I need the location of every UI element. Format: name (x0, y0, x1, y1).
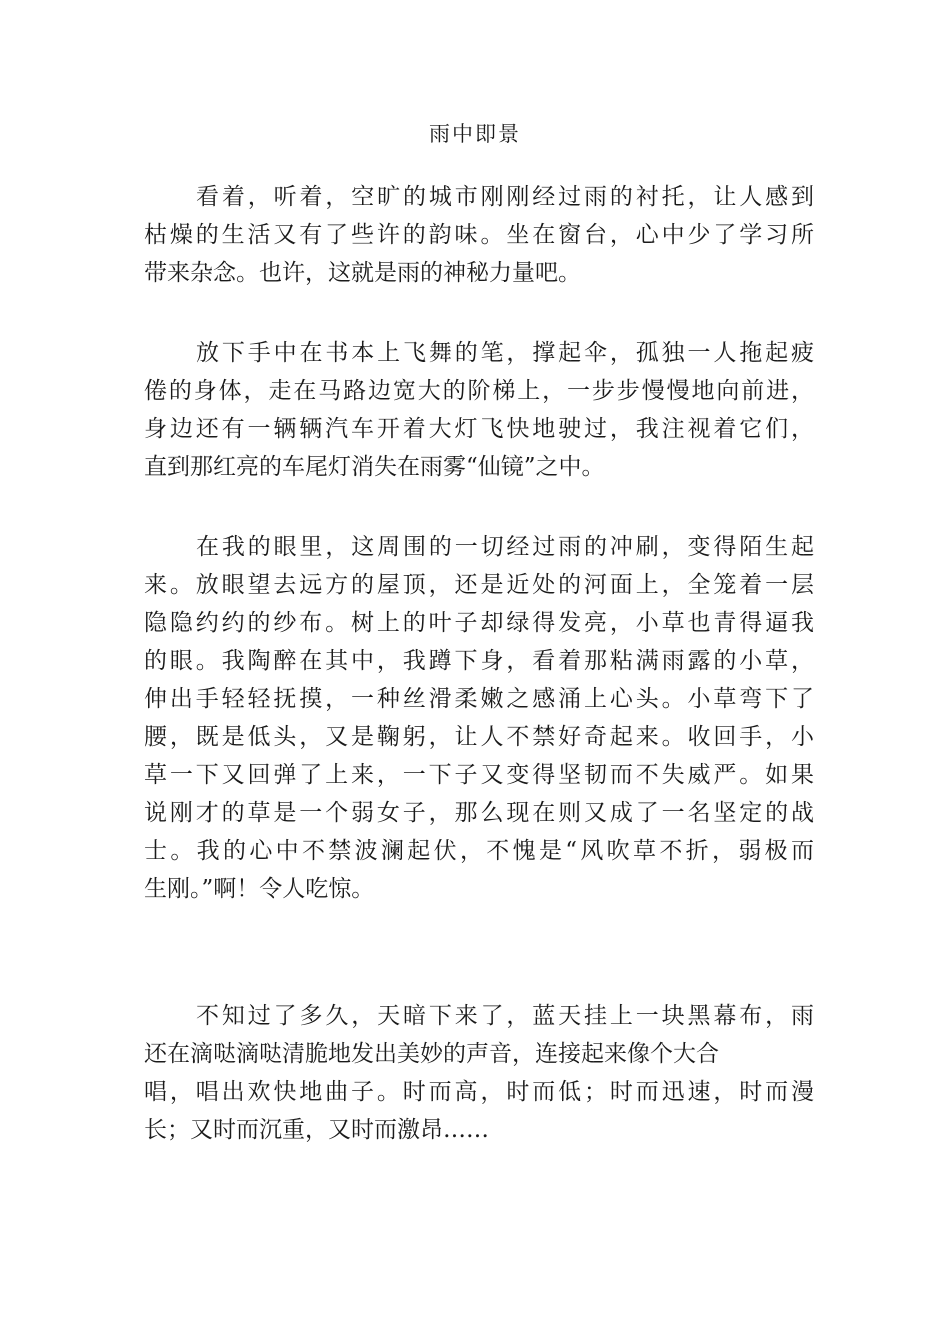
text-line: 说刚才的草是一个弱女子，那么现在则又成了一名坚定的战 (144, 800, 814, 826)
text-line: 唱，唱出欢快地曲子。时而高，时而低；时而迅速，时而漫 (144, 1079, 814, 1105)
text-line: 不知过了多久，天暗下来了，蓝天挂上一块黑幕布，雨 (196, 1003, 814, 1029)
text-line: 士。我的心中不禁波澜起伏，不愧是“风吹草不折，弱极而 (144, 838, 814, 864)
text-line: 的眼。我陶醉在其中，我蹲下身，看着那粘满雨露的小草， (144, 648, 814, 674)
text-line: 来。放眼望去远方的屋顶，还是近处的河面上，全笼着一层 (144, 572, 814, 598)
text-line: 在我的眼里，这周围的一切经过雨的冲刷，变得陌生起 (196, 534, 814, 560)
text-line: 看着，听着，空旷的城市刚刚经过雨的衬托，让人感到 (196, 184, 814, 210)
paragraph-3 (144, 528, 814, 908)
text-line: 直到那红亮的车尾灯消失在雨雾“仙镜”之中。 (144, 454, 605, 480)
paragraph-1 (144, 178, 814, 292)
text-line: 腰，既是低头，又是鞠躬，让人不禁好奇起来。收回手，小 (144, 724, 814, 750)
text-line: 倦的身体，走在马路边宽大的阶梯上，一步步慢慢地向前进， (144, 378, 814, 404)
paragraph-2 (144, 334, 814, 486)
document-title: 雨中即景 (429, 122, 521, 146)
text-line: 身边还有一辆辆汽车开着大灯飞快地驶过，我注视着它们， (144, 416, 814, 442)
text-line: 还在滴哒滴哒清脆地发出美妙的声音，连接起来像个大合 (144, 1041, 719, 1067)
text-line: 枯燥的生活又有了些许的韵味。坐在窗台，心中少了学习所 (144, 222, 814, 248)
text-line: 草一下又回弹了上来，一下子又变得坚韧而不失威严。如果 (144, 762, 814, 788)
text-line: 放下手中在书本上飞舞的笔，撑起伞，孤独一人拖起疲 (196, 340, 814, 366)
text-line: 伸出手轻轻抚摸，一种丝滑柔嫩之感涌上心头。小草弯下了 (144, 686, 814, 712)
text-line: 带来杂念。也许，这就是雨的神秘力量吧。 (144, 260, 581, 286)
paragraph-4 (144, 997, 814, 1149)
text-line: 隐隐约约的纱布。树上的叶子却绿得发亮，小草也青得逼我 (144, 610, 814, 636)
text-line: 生刚。”啊！令人吃惊。 (144, 876, 375, 902)
text-line: 长；又时而沉重，又时而激昂…… (144, 1117, 489, 1143)
